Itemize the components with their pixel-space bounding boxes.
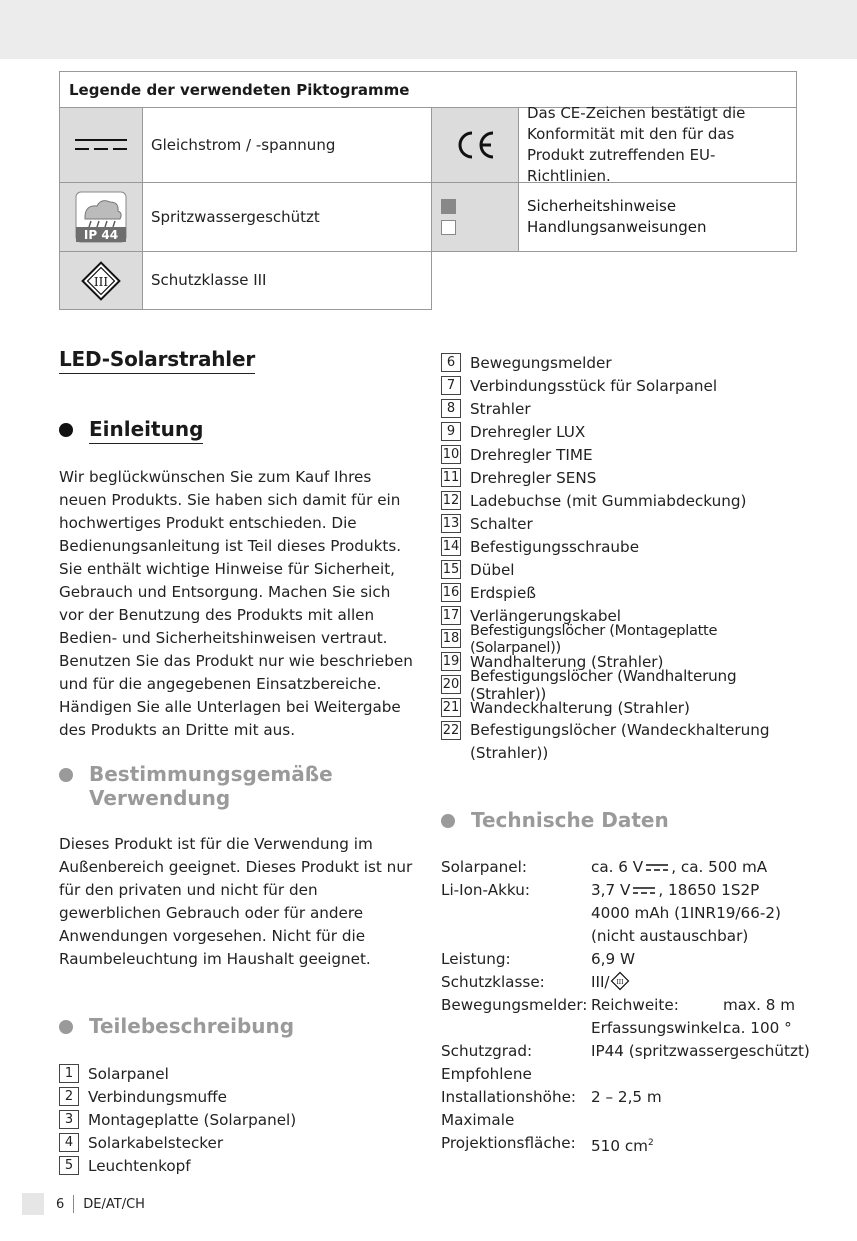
tech-value-part: , 18650 1S2P — [658, 881, 760, 899]
legend-text-class3: Schutzklasse III — [142, 251, 432, 310]
tech-value — [591, 879, 759, 902]
parts-list-left — [59, 1062, 296, 1177]
legend-text-ip44: Spritzwassergeschützt — [142, 182, 432, 252]
legend-text-safety — [518, 182, 797, 252]
part-label: Befestigungslöcher (Wandeckhalterung (Strahler)) — [470, 721, 770, 762]
part-label: Verbindungsmuffe — [88, 1087, 227, 1106]
part-number: 21 — [442, 700, 460, 715]
part-number: 12 — [442, 493, 460, 508]
region-label: DE/AT/CH — [83, 1196, 145, 1212]
heading-verwendung-line1: Bestimmungsgemäße — [89, 762, 333, 786]
tech-key: Empfohlene — [441, 1065, 532, 1083]
list-item — [441, 466, 801, 489]
list-item — [441, 581, 801, 604]
list-item — [59, 1108, 296, 1131]
ip44-label: IP 44 — [83, 228, 119, 242]
part-label: Drehregler TIME — [470, 445, 593, 464]
part-number: 13 — [442, 516, 460, 531]
tech-subkey: Reichweite: — [591, 996, 679, 1014]
tech-value: IP44 (spritzwassergeschützt) — [591, 1042, 810, 1060]
part-number: 5 — [59, 1156, 79, 1175]
part-number: 9 — [441, 422, 461, 441]
tech-value: 4000 mAh (1INR19/66-2) — [591, 904, 781, 922]
list-item — [441, 535, 801, 558]
list-item — [441, 397, 801, 420]
part-label: Strahler — [470, 399, 531, 418]
part-label: Befestigungsschraube — [470, 537, 640, 556]
instruction-square-icon — [441, 220, 456, 235]
tech-key: Projektionsfläche: — [441, 1134, 576, 1152]
protection-class-iii-icon — [59, 251, 143, 310]
tech-value: 2 – 2,5 m — [591, 1088, 662, 1106]
part-label: Befestigungslöcher (Wandhalterung (Strahler)) — [470, 666, 737, 703]
tech-key: Schutzgrad: — [441, 1042, 533, 1060]
list-item — [441, 374, 801, 397]
heading-technische-daten — [441, 808, 669, 832]
tech-key: Li-Ion-Akku: — [441, 881, 530, 899]
heading-verwendung-line2: Verwendung — [89, 786, 231, 810]
protection-class-iii-icon — [610, 971, 630, 991]
tech-value-part: 510 cm — [591, 1137, 648, 1156]
tech-key: Leistung: — [441, 950, 511, 968]
part-number: 14 — [442, 539, 460, 554]
part-label: Verbindungsstück für Solarpanel — [470, 376, 718, 395]
tech-value-part: 3,7 V — [591, 881, 631, 899]
list-item — [441, 558, 801, 581]
part-number: 3 — [59, 1110, 79, 1129]
heading-technische-daten-text: Technische Daten — [471, 808, 669, 832]
part-number: 11 — [442, 470, 460, 485]
part-number: 4 — [59, 1133, 79, 1152]
heading-teilebeschreibung-text: Teilebeschreibung — [89, 1014, 295, 1038]
safety-squares-icon — [431, 182, 519, 252]
tech-key: Installationshöhe: — [441, 1088, 577, 1106]
tech-subkey: Erfassungswinkel: — [591, 1019, 728, 1037]
part-number: 6 — [441, 353, 461, 372]
part-number: 22 — [442, 723, 460, 738]
page-number: 6 — [56, 1196, 65, 1212]
part-label: Erdspieß — [470, 583, 536, 602]
list-item — [441, 512, 801, 535]
tech-value-part: III/ — [591, 973, 610, 991]
tech-value: (nicht austauschbar) — [591, 927, 749, 945]
tech-value: 6,9 W — [591, 950, 635, 968]
footer-square — [22, 1193, 44, 1215]
direct-current-icon — [645, 863, 669, 872]
legend-text-dc: Gleichstrom / -spannung — [142, 107, 432, 183]
ip44-icon — [59, 182, 143, 252]
part-number: 1 — [59, 1064, 79, 1083]
list-item — [59, 1062, 296, 1085]
list-item — [441, 443, 801, 466]
list-item — [59, 1085, 296, 1108]
list-item — [59, 1154, 296, 1177]
bullet-icon — [441, 814, 455, 828]
list-item — [441, 621, 801, 656]
part-label: Befestigungslöcher (Montageplatte (Solarpanel)) — [470, 621, 718, 656]
part-label: Bewegungsmelder — [470, 353, 612, 372]
tech-value — [591, 971, 630, 994]
part-number: 17 — [442, 608, 460, 623]
part-label: Dübel — [470, 560, 515, 579]
list-item — [441, 489, 801, 512]
part-label: Leuchtenkopf — [88, 1156, 191, 1175]
direct-current-icon — [632, 886, 656, 895]
bullet-icon — [59, 423, 73, 437]
part-label: Drehregler SENS — [470, 468, 597, 487]
verwendung-text: Dieses Produkt ist für die Verwendung im Außenbereich geeignet. Dieses Produkt ist nur für den privaten und nicht für den gewerblichen Gebrauch oder für andere Anwendungen vorgesehen. Nicht für die Raumbeleuchtung im Haushalt geeignet. — [59, 835, 413, 968]
direct-current-icon — [59, 107, 143, 183]
ce-mark-icon — [431, 107, 519, 183]
top-band — [0, 0, 857, 59]
footer-divider — [73, 1195, 74, 1213]
legend-text-ce: Das CE-Zeichen bestätigt die Konformität mit den für das Produkt zutreffenden EU-Richtlinien. — [518, 107, 797, 183]
part-number: 16 — [442, 585, 460, 600]
part-number: 20 — [442, 677, 460, 692]
list-item — [441, 351, 801, 374]
legend-text-safety-line1: Sicherheitshinweise — [527, 197, 677, 215]
part-label: Drehregler LUX — [470, 422, 586, 441]
part-label: Wandeckhalterung (Strahler) — [470, 698, 690, 717]
part-label: Wandhalterung (Strahler) — [470, 652, 664, 671]
tech-value-part: , ca. 500 mA — [671, 858, 768, 876]
part-label: Solarpanel — [88, 1064, 169, 1083]
part-number: 2 — [59, 1087, 79, 1106]
part-label: Verlängerungskabel — [470, 606, 622, 625]
heading-teilebeschreibung — [59, 1014, 294, 1038]
list-item — [441, 420, 801, 443]
tech-key: Bewegungsmelder: — [441, 996, 588, 1014]
part-label: Montageplatte (Solarpanel) — [88, 1110, 297, 1129]
protection-class-iii-label: III — [616, 979, 624, 986]
tech-key: Maximale — [441, 1111, 515, 1129]
part-label: Ladebuchse (mit Gummiabdeckung) — [470, 491, 747, 510]
legend-text-safety-line2: Handlungsanweisungen — [527, 218, 707, 236]
legend-title: Legende der verwendeten Piktogramme — [59, 71, 797, 108]
tech-value: ca. 100 ° — [723, 1019, 792, 1037]
heading-verwendung — [59, 762, 333, 810]
part-label: Solarkabelstecker — [88, 1133, 224, 1152]
part-number: 18 — [442, 631, 460, 646]
tech-value-sup: 2 — [647, 1138, 654, 1148]
bullet-icon — [59, 1020, 73, 1034]
page-title: LED-Solarstrahler — [59, 347, 255, 374]
part-label: Schalter — [470, 514, 533, 533]
parts-list-right — [441, 351, 801, 765]
tech-key: Solarpanel: — [441, 858, 527, 876]
part-number: 7 — [441, 376, 461, 395]
list-item — [441, 719, 801, 765]
part-number: 10 — [442, 447, 460, 462]
tech-value — [591, 1132, 654, 1158]
list-item — [59, 1131, 296, 1154]
part-number: 19 — [442, 654, 460, 669]
tech-value: max. 8 m — [723, 996, 796, 1014]
bullet-icon — [59, 768, 73, 782]
part-number: 15 — [442, 562, 460, 577]
page-footer — [22, 1193, 145, 1215]
heading-einleitung — [59, 417, 203, 444]
pictogram-legend-table — [59, 71, 797, 310]
list-item — [441, 666, 801, 703]
tech-key: Schutzklasse: — [441, 973, 545, 991]
tech-value-part: ca. 6 V — [591, 858, 644, 876]
part-number: 8 — [441, 399, 461, 418]
safety-square-filled-icon — [441, 199, 456, 214]
einleitung-text: Wir beglückwünschen Sie zum Kauf Ihres neuen Produkts. Sie haben sich damit für ein hochwertiges Produkt entschieden. Die Bedienungsanleitung ist Teil dieses Produkts. Sie enthält wichtige Hinweise für Sicherheit, Gebrauch und Entsorgung. Machen Sie sich vor der Benutzung des Produkts mit allen Bedien- und Sicherheitshinweisen vertraut. Benutzen Sie das Produkt nur wie beschrieben und für die angegebenen Einsatzbereiche. Händigen Sie alle Unterlagen bei Weitergabe des Produkts an Dritte mit aus. — [59, 468, 413, 739]
heading-einleitung-text: Einleitung — [89, 417, 203, 444]
tech-value — [591, 856, 767, 879]
protection-class-iii-label: III — [93, 274, 109, 289]
